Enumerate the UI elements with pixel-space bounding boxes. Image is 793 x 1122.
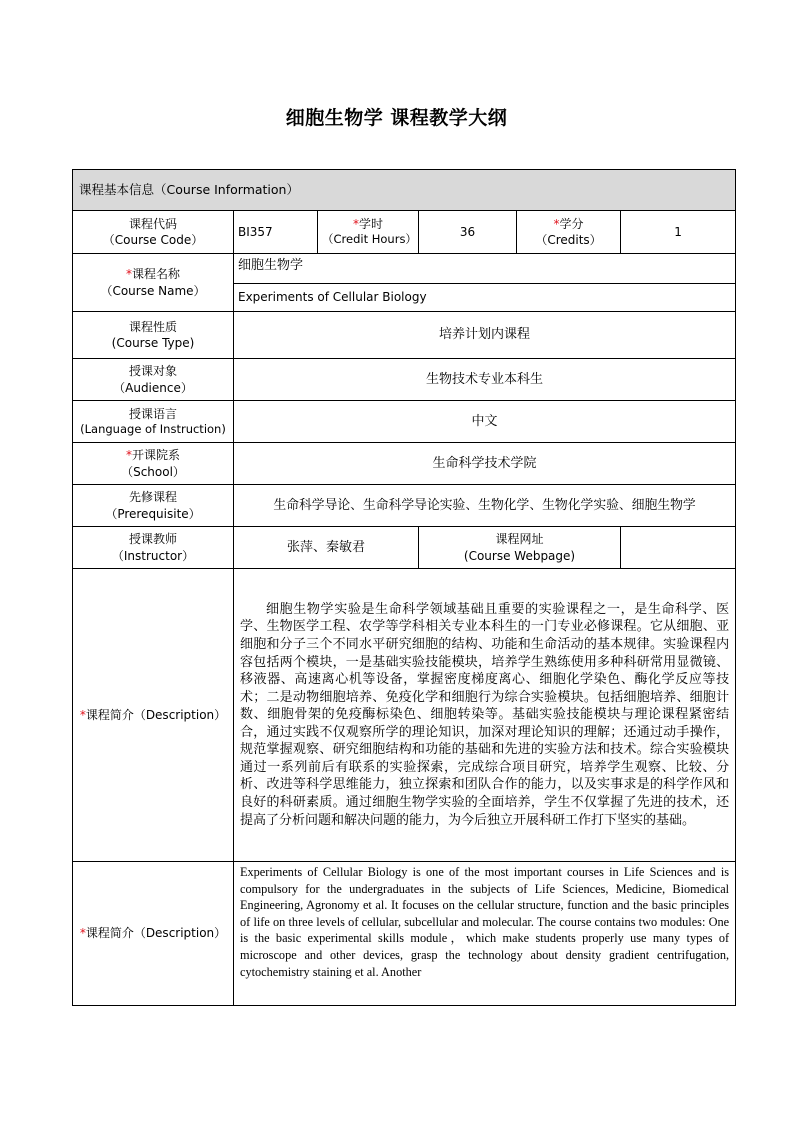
label-cn: 授课教师	[128, 532, 177, 547]
credit-hours-value: 36	[419, 211, 517, 254]
label-cn: 课程名称	[131, 267, 180, 282]
label-en: （Instructor）	[111, 548, 195, 563]
instructor-value: 张萍、秦敏君	[234, 527, 419, 569]
webpage-value	[621, 527, 736, 569]
instructor-label	[73, 527, 234, 569]
description-cn-text	[234, 569, 736, 862]
document-title: 细胞生物学 课程教学大纲	[285, 107, 508, 129]
label: 课程简介（Description）	[85, 926, 227, 941]
section-header: 课程基本信息（Course Information）	[73, 170, 736, 211]
label-cn: 学时	[358, 217, 383, 232]
label-cn: 课程代码	[128, 216, 177, 231]
label-en: （Prerequisite）	[105, 506, 201, 521]
label-cn: 课程性质	[128, 319, 177, 334]
school-label	[73, 443, 234, 485]
label-cn: 授课对象	[128, 364, 177, 379]
course-name-label	[73, 254, 234, 312]
required-mark: *	[79, 707, 86, 722]
description-cn-label	[73, 569, 234, 862]
description-en-label	[73, 862, 234, 1006]
label-cn: 授课语言	[128, 406, 177, 421]
required-mark: *	[352, 217, 359, 232]
description-en-text: Experiments of Cellular Biology is one of the most important courses in Life Sciences and is compulsory for the undergraduates in the subjects of Life Sciences, Medicine, Biomedical Engineering, Agronomy et al. It focuses on the cellular structure, function and the basic principles of life on three levels of cellular, subcellular and molecular. The course contains two modules: One is the basic experimental skills module，which make students properly use many types of microscope and other devices, grasp the technology about density gradient centrifugation, cytochemistry staining et al. Another	[234, 862, 736, 1006]
label-cn: 课程网址	[495, 532, 544, 547]
language-label	[73, 401, 234, 443]
credits-value: 1	[621, 211, 736, 254]
label-en: （Audience）	[113, 380, 193, 395]
course-code-label	[73, 211, 234, 254]
prerequisite-value: 生命科学导论、生命科学导论实验、生物化学、生物化学实验、细胞生物学	[234, 485, 736, 527]
label-cn: 学分	[559, 216, 584, 231]
required-mark: *	[125, 267, 132, 282]
audience-value: 生物技术专业本科生	[234, 359, 736, 401]
course-code-value: BI357	[234, 211, 318, 254]
webpage-label	[419, 527, 621, 569]
required-mark: *	[125, 448, 132, 463]
label-en: (Language of Instruction)	[80, 421, 226, 436]
course-type-value: 培养计划内课程	[234, 312, 736, 359]
prerequisite-label	[73, 485, 234, 527]
label-cn: 开课院系	[131, 448, 180, 463]
school-value: 生命科学技术学院	[234, 443, 736, 485]
language-value: 中文	[234, 401, 736, 443]
label-en: (Course Webpage)	[463, 548, 576, 563]
required-mark: *	[79, 926, 86, 941]
course-info-table	[72, 169, 736, 1006]
course-name-cn: 细胞生物学	[234, 254, 736, 284]
audience-label	[73, 359, 234, 401]
label: 课程简介（Description）	[85, 707, 227, 722]
label-en: (Course Type)	[111, 336, 195, 350]
course-type-label	[73, 312, 234, 359]
label-en: （Credits）	[535, 233, 602, 247]
label-en: （Credit Hours）	[322, 232, 417, 247]
required-mark: *	[553, 216, 560, 231]
description-cn-paragraph: 细胞生物学实验是生命科学领域基础且重要的实验课程之一，是生命科学、医学、生物医学工程、农学等学科相关专业本科生的一门专业必修课程。它从细胞、亚细胞和分子三个不同水平研究细胞的结构、功能和生命活动的基本规律。实验课程内容包括两个模块，一是基础实验技能模块，培养学生熟练使用多种科研常用显微镜、移液器、高速离心机等设备，掌握密度梯度离心、细胞化学染色、酶化学反应等技术；二是动物细胞培养、免疫化学和细胞行为综合实验模块。包括细胞培养、细胞计数、细胞骨架的免疫酶标染色、细胞转染等。基础实验技能模块与理论课程紧密结合，通过实践不仅观察所学的理论知识，加深对理论知识的理解；还通过动手操作，规范掌握观察、研究细胞结构和功能的基础和先进的实验方法和技术。综合实验模块通过一系列前后有联系的实验探索，完成综合项目研究，培养学生观察、比较、分析、改进等科学思维能力，独立探索和团队合作的能力，以及实事求是的科学作风和良好的科研素质。通过细胞生物学实验的全面培养，学生不仅掌握了先进的技术，还提高了分析问题和解决问题的能力，为今后独立开展科研工作打下坚实的基础。	[240, 601, 730, 828]
label-en: （Course Name）	[100, 283, 206, 298]
course-name-en: Experiments of Cellular Biology	[234, 284, 736, 312]
credit-hours-label	[318, 211, 419, 254]
label-en: （School）	[121, 464, 185, 479]
label-en: （Course Code）	[102, 233, 204, 247]
label-cn: 先修课程	[128, 490, 177, 505]
credits-label	[517, 211, 621, 254]
